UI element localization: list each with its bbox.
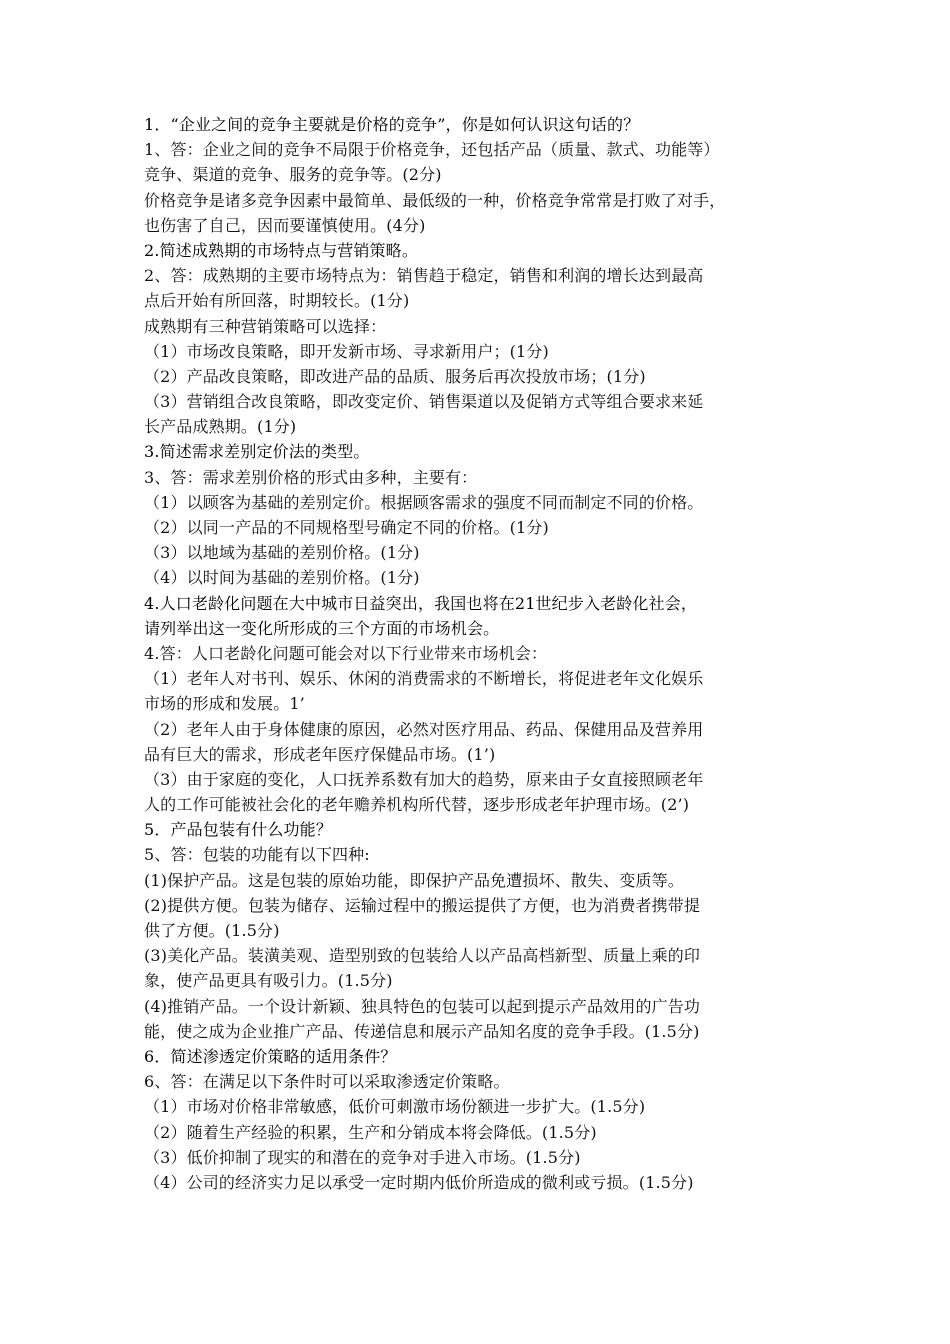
answer-3-line-1: 3、答：需求差别价格的形式由多种，主要有： — [144, 467, 478, 487]
question-6: 6．简述渗透定价策略的适用条件？ — [144, 1046, 397, 1066]
answer-2-item-3-cont: 长产品成熟期。(1分) — [144, 417, 297, 437]
answer-4-item-1-cont: 市场的形成和发展。1’ — [144, 694, 305, 714]
answer-3-item-2: （2）以同一产品的不同规格型号确定不同的价格。(1分) — [144, 518, 549, 537]
answer-3-item-3: （3）以地域为基础的差别价格。(1分) — [144, 543, 420, 563]
answer-6-line-1: 6、答：在满足以下条件时可以采取渗透定价策略。 — [144, 1072, 510, 1092]
question-4-line-2: 请列举出这一变化所形成的三个方面的市场机会。 — [144, 618, 500, 638]
answer-6-item-1: （1）市场对价格非常敏感，低价可刺激市场份额进一步扩大。(1.5分) — [144, 1097, 646, 1117]
answer-4-item-2-cont: 品有巨大的需求，形成老年医疗保健品市场。(1’) — [144, 744, 496, 764]
answer-5-item-4: (4)推销产品。一个设计新颖、独具特色的包装可以起到提示产品效用的广告功 — [144, 996, 701, 1016]
answer-6-item-3: （3）低价抑制了现实的和潜在的竞争对手进入市场。(1.5分) — [144, 1147, 581, 1167]
answer-6-item-2: （2）随着生产经验的积累，生产和分销成本将会降低。(1.5分) — [144, 1122, 597, 1142]
answer-4-line-1: 4.答：人口老龄化问题可能会对以下行业带来市场机会： — [144, 643, 548, 663]
answer-1-line-2: 竞争、渠道的竞争、服务的竞争等。(2分) — [144, 165, 442, 185]
question-1: 1．“企业之间的竞争主要就是价格的竞争”，你是如何认识这句话的？ — [144, 115, 640, 134]
answer-2-line-1: 2、答：成熟期的主要市场特点为：销售趋于稳定，销售和利润的增长达到最高 — [144, 266, 704, 286]
answer-3-item-1: （1）以顾客为基础的差别定价。根据顾客需求的强度不同而制定不同的价格。 — [144, 492, 704, 512]
answer-4-item-3: （3）由于家庭的变化，人口抚养系数有加大的趋势，原来由子女直接照顾老年 — [144, 769, 704, 789]
question-3: 3.简述需求差别定价法的类型。 — [144, 442, 370, 462]
answer-1-line-3: 价格竞争是诸多竞争因素中最简单、最低级的一种，价格竞争常常是打败了对手， — [144, 190, 726, 210]
answer-1-line-1: 1、答：企业之间的竞争不局限于价格竞争，还包括产品（质量、款式、功能等） — [144, 140, 720, 160]
answer-5-item-3: (3)美化产品。装潢美观、造型别致的包装给人以产品高档新型、质量上乘的印 — [144, 946, 701, 966]
answer-2-line-2: 点后开始有所回落，时期较长。(1分) — [144, 291, 410, 311]
document-body — [144, 112, 814, 1195]
answer-6-item-4: （4）公司的经济实力足以承受一定时期内低价所造成的微利或亏损。(1.5分) — [144, 1172, 694, 1192]
answer-3-item-4: （4）以时间为基础的差别价格。(1分) — [144, 568, 420, 588]
answer-5-item-2: (2)提供方便。包装为储存、运输过程中的搬运提供了方便，也为消费者携带提 — [144, 895, 701, 915]
question-5: 5．产品包装有什么功能？ — [144, 820, 332, 840]
answer-5-line-1: 5、答：包装的功能有以下四种: — [144, 845, 370, 865]
answer-2-item-3: （3）营销组合改良策略，即改变定价、销售渠道以及促销方式等组合要求来延 — [144, 392, 704, 412]
answer-4-item-2: （2）老年人由于身体健康的原因，必然对医疗用品、药品、保健用品及营养用 — [144, 719, 704, 739]
answer-4-item-1: （1）老年人对书刊、娱乐、休闲的消费需求的不断增长，将促进老年文化娱乐 — [144, 669, 704, 689]
answer-5-item-2-cont: 供了方便。(1.5分) — [144, 921, 280, 940]
answer-4-item-3-cont: 人的工作可能被社会化的老年赡养机构所代替，逐步形成老年护理市场。(2’) — [144, 795, 690, 815]
answer-1-line-4: 也伤害了自己，因而要谨慎使用。(4分) — [144, 215, 426, 235]
question-2: 2.简述成熟期的市场特点与营销策略。 — [144, 240, 418, 260]
answer-2-line-3: 成熟期有三种营销策略可以选择： — [144, 316, 387, 336]
answer-5-item-3-cont: 象，使产品更具有吸引力。(1.5分) — [144, 971, 393, 991]
question-4-line-1: 4.人口老龄化问题在大中城市日益突出，我国也将在21世纪步入老龄化社会， — [144, 593, 698, 613]
answer-2-item-1: （1）市场改良策略，即开发新市场、寻求新用户；(1分) — [144, 341, 549, 361]
answer-5-item-4-cont: 能，使之成为企业推广产品、传递信息和展示产品知名度的竞争手段。(1.5分) — [144, 1021, 700, 1041]
answer-5-item-1: (1)保护产品。这是包装的原始功能，即保护产品免遭损坏、散失、变质等。 — [144, 870, 684, 890]
answer-2-item-2: （2）产品改良策略，即改进产品的品质、服务后再次投放市场；(1分) — [144, 366, 646, 386]
